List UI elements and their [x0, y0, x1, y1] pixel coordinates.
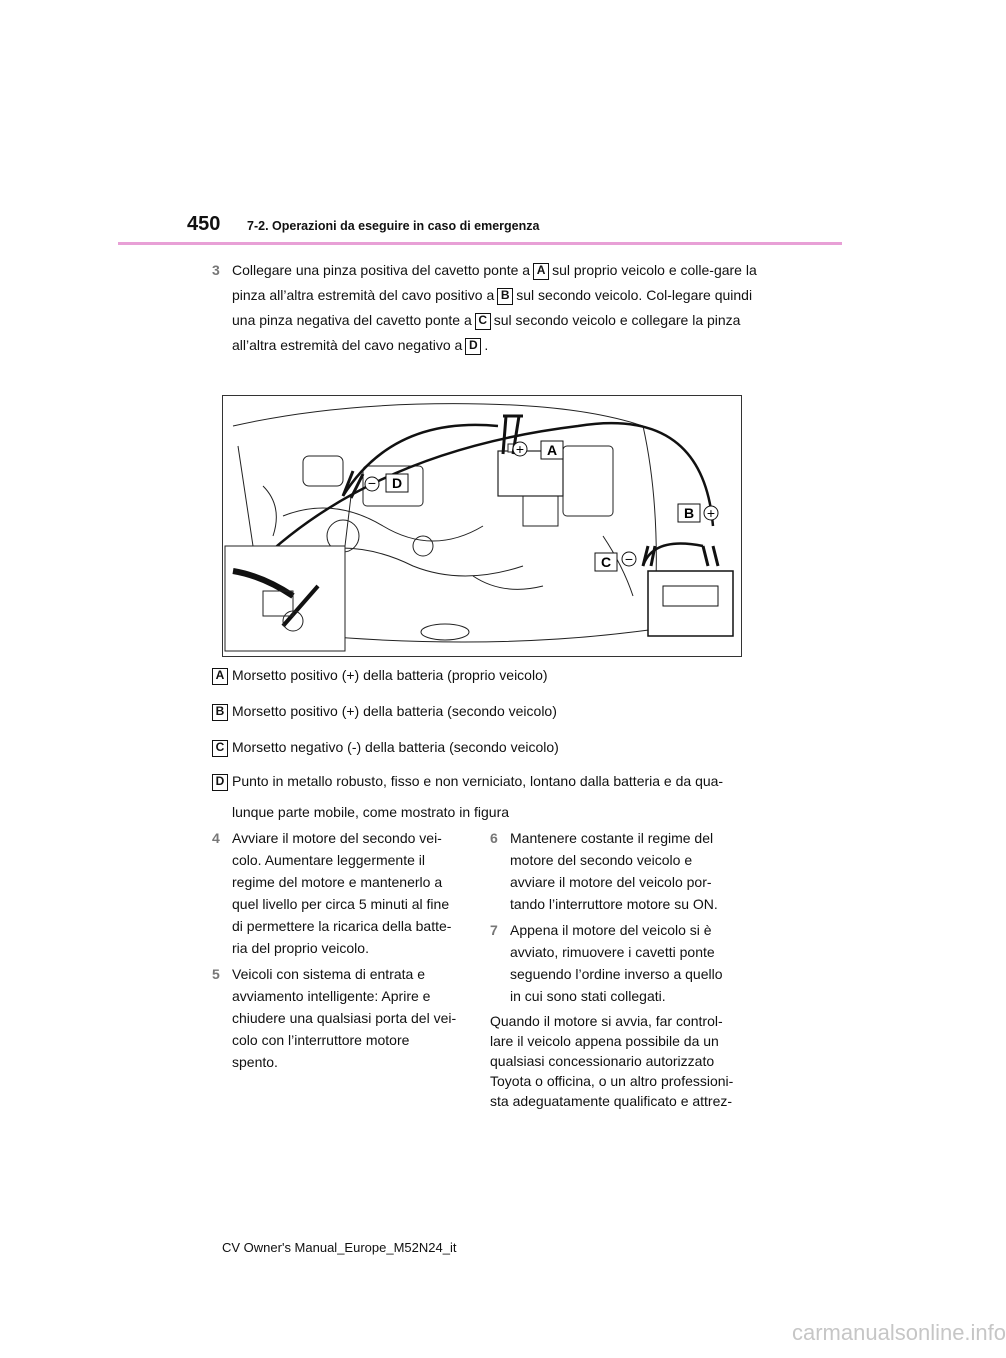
step-5-line: chiudere una qualsiasi porta del vei- [232, 1010, 457, 1026]
plus-a-text: + [515, 441, 525, 457]
step-7-line: seguendo l’ordine inverso a quello [510, 966, 723, 982]
step-6-text [510, 827, 755, 915]
step-7-line: avviato, rimuovere i cavetti ponte [510, 944, 715, 960]
caption-c-box: C [212, 740, 228, 757]
step-4-line: di permettere la ricarica della batte- [232, 918, 452, 934]
watermark: carmanualsonline.info [792, 1320, 1006, 1345]
step-number: 5 [212, 966, 220, 982]
step-7-line: in cui sono stati collegati. [510, 988, 666, 1004]
step-3-text-3: sul secondo veicolo. Col-legare quindi una pinza negativa del cavetto ponte a [232, 287, 753, 328]
step-5-line: Veicoli con sistema di entrata e [232, 966, 425, 982]
step-7-line: Appena il motore del veicolo si è [510, 922, 712, 938]
label-d-box: D [465, 338, 481, 355]
caption-a-text: Morsetto positivo (+) della batteria (proprio veicolo) [232, 667, 548, 683]
engine-bay-drawing [223, 396, 741, 656]
note-line: Quando il motore si avvia, far control- [490, 1013, 723, 1029]
page-number: 450 [187, 213, 221, 235]
note-line: lare il veicolo appena possibile da un [490, 1033, 719, 1049]
caption-c-text: Morsetto negativo (-) della batteria (secondo veicolo) [232, 739, 559, 755]
step-5-text [232, 963, 477, 1073]
positive-cable [255, 423, 716, 566]
step-number: 6 [490, 830, 498, 846]
caption-d-box: D [212, 774, 228, 791]
minus-d-text: − [367, 475, 377, 491]
step-4-line: regime del motore e mantenerlo a [232, 874, 443, 890]
note-line: qualsiasi concessionario autorizzato [490, 1053, 715, 1069]
label-a-text: A [546, 442, 558, 458]
section-title: 7-2. Operazioni da eseguire in caso di emergenza [247, 219, 540, 233]
step-4-line: ria del proprio veicolo. [232, 940, 369, 956]
jump-start-illustration [222, 395, 742, 657]
step-4-line: Avviare il motore del secondo vei- [232, 830, 442, 846]
caption-b-text: Morsetto positivo (+) della batteria (secondo veicolo) [232, 703, 557, 719]
caption-a-box: A [212, 668, 228, 685]
note-line: Toyota o officina, o un altro professioni- [490, 1073, 734, 1089]
step-6-line: motore del secondo veicolo e [510, 852, 693, 868]
step-6-line: Mantenere costante il regime del [510, 830, 714, 846]
caption-d-text-2: lunque parte mobile, come mostrato in figura [232, 804, 510, 820]
note-line: sta adeguatamente qualificato e attrez- [490, 1093, 733, 1109]
second-battery [648, 571, 733, 636]
step-4-line: colo. Aumentare leggermente il [232, 852, 425, 868]
step-3-text-2: sul proprio veicolo e colle-gare la pinza all’altra estremità del cavo positivo a [232, 262, 757, 303]
label-c-box: C [475, 313, 491, 330]
step-number: 4 [212, 830, 220, 846]
label-b-box: B [497, 288, 513, 305]
note-text [490, 1011, 755, 1111]
step-number: 3 [212, 262, 220, 278]
manual-footer: CV Owner's Manual_Europe_M52N24_it [222, 1240, 457, 1255]
step-4-line: quel livello per circa 5 minuti al fine [232, 896, 450, 912]
inset-detail [225, 546, 345, 651]
step-3-text-5: . [484, 337, 489, 353]
caption-b-box: B [212, 704, 228, 721]
step-5-line: avviamento intelligente: Aprire e [232, 988, 431, 1004]
step-6-line: avviare il motore del veicolo por- [510, 874, 712, 890]
plus-b-text: + [706, 505, 716, 521]
step-3-text-1: Collegare una pinza positiva del cavetto ponte a [232, 262, 531, 278]
clamp-b [703, 546, 718, 566]
step-5-line: spento. [232, 1054, 278, 1070]
step-6-line: tando l’interruttore motore su ON. [510, 896, 718, 912]
label-d-text: D [391, 475, 403, 491]
label-c-text: C [600, 554, 612, 570]
step-3-text [232, 258, 772, 358]
step-5-line: colo con l’interruttore motore [232, 1032, 410, 1048]
step-3-text-4: sul secondo veicolo e collegare la pinza all’altra estremità del cavo negativo a [232, 312, 741, 353]
header-rule [118, 242, 842, 245]
label-b-text: B [683, 505, 695, 521]
caption-d-text-1: Punto in metallo robusto, fisso e non verniciato, lontano dalla batteria e da qua- [232, 773, 724, 789]
step-7-text [510, 919, 755, 1007]
step-number: 7 [490, 922, 498, 938]
label-a-box: A [533, 263, 549, 280]
minus-c-text: − [624, 551, 634, 567]
step-4-text [232, 827, 477, 959]
